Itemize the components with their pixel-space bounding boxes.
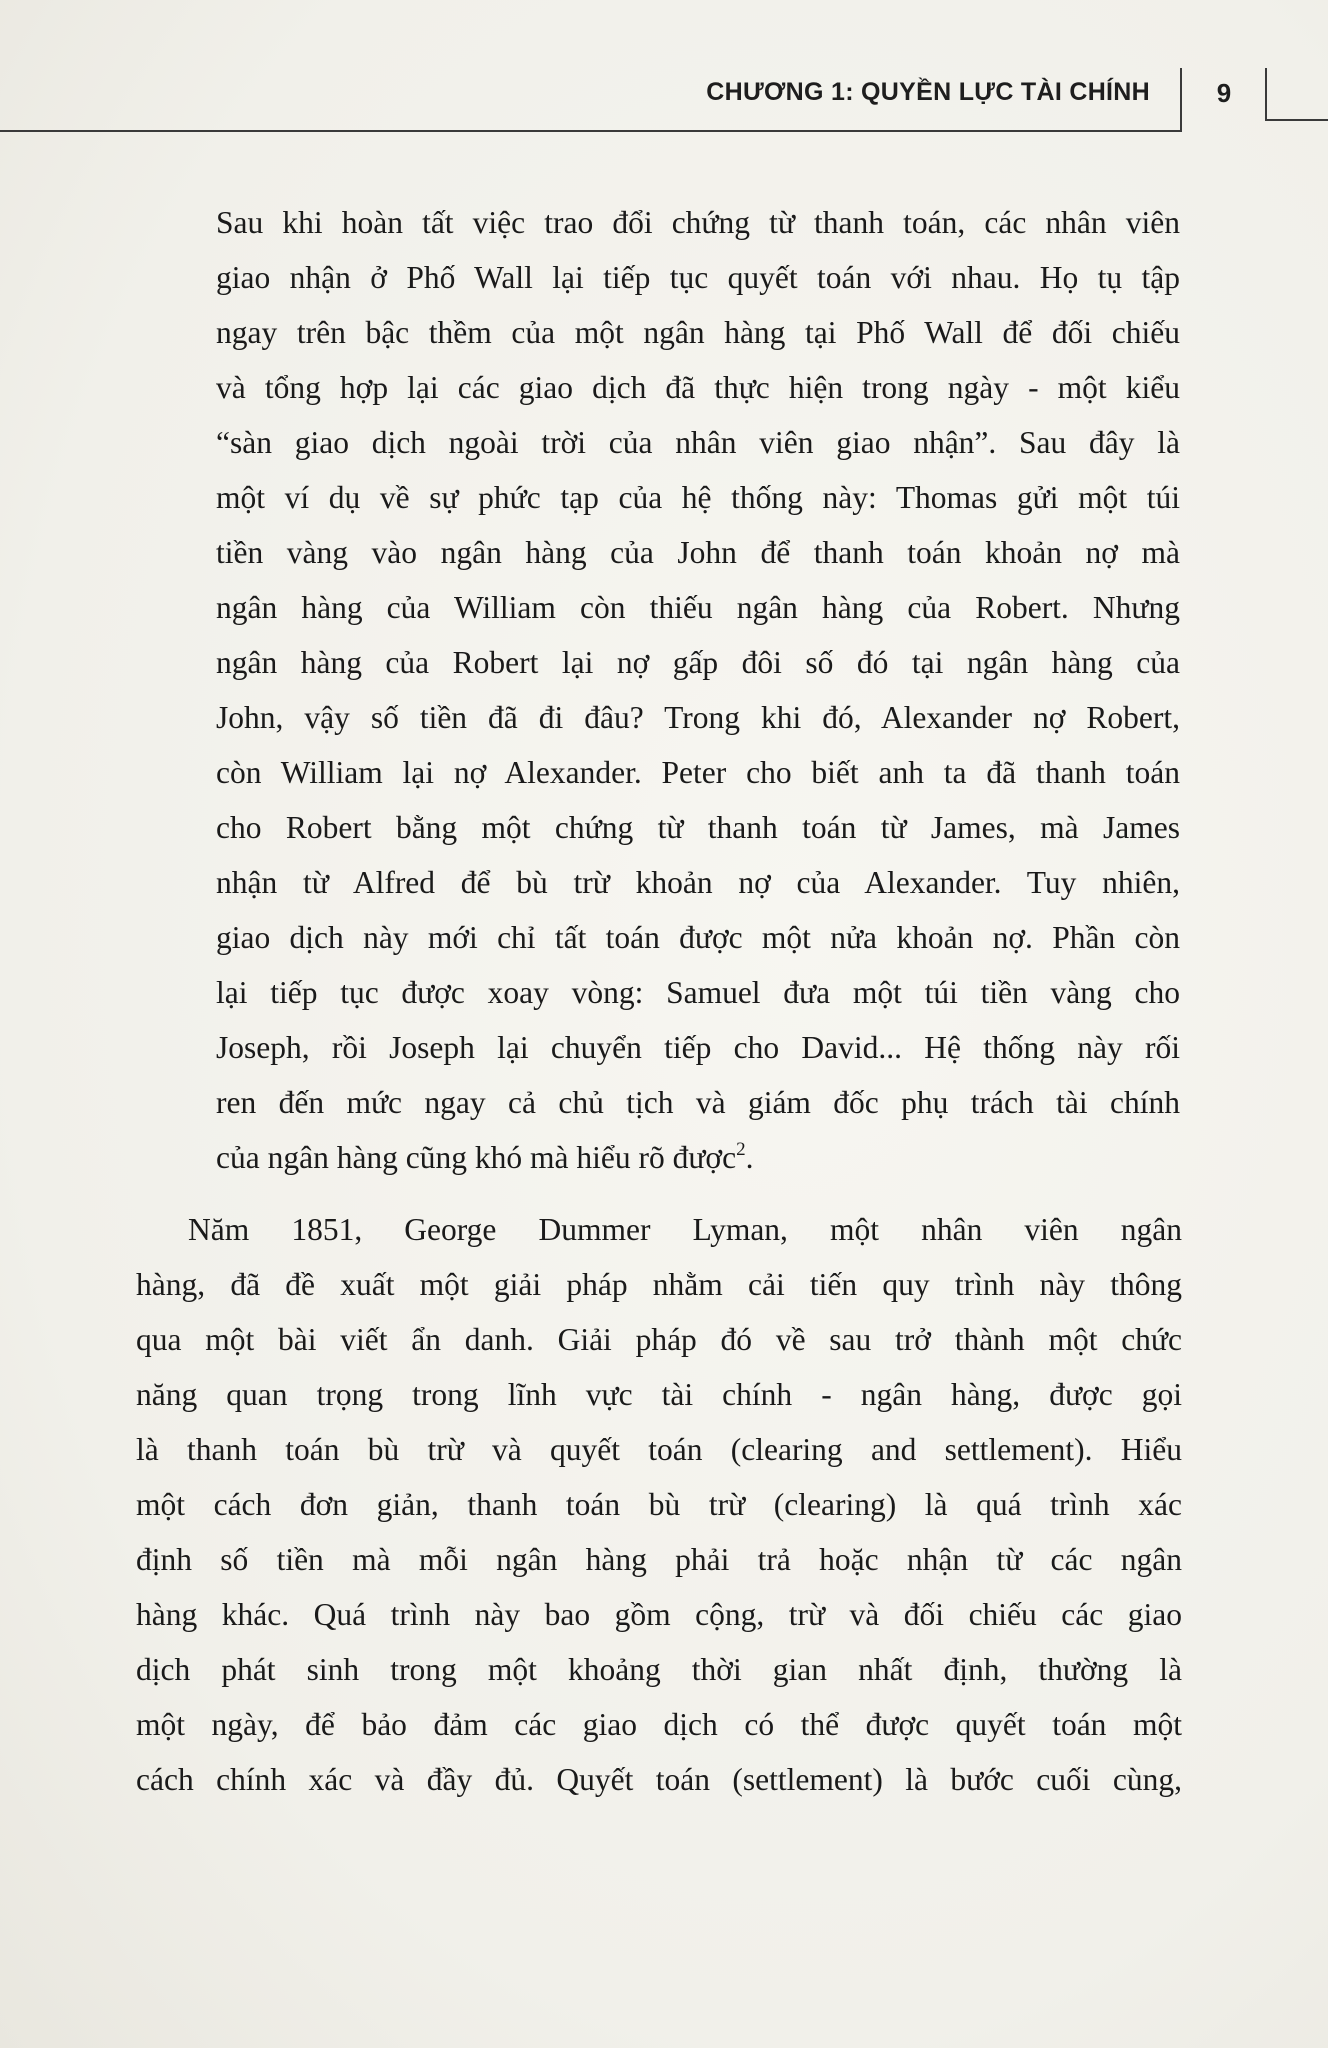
header-rule (1265, 119, 1328, 121)
quote-line: ngân hàng của William còn thiếu ngân hàng của Robert. Nhưng (216, 590, 1180, 625)
footnote-reference[interactable]: 2 (736, 1138, 746, 1160)
quote-line: cho Robert bằng một chứng từ thanh toán từ James, mà James (216, 810, 1180, 845)
quote-line: lại tiếp tục được xoay vòng: Samuel đưa một túi tiền vàng cho (216, 975, 1180, 1010)
paragraph-line: hàng, đã đề xuất một giải pháp nhằm cải tiến quy trình này thông (136, 1267, 1182, 1302)
paragraph-line: qua một bài viết ẩn danh. Giải pháp đó về sau trở thành một chức (136, 1322, 1182, 1357)
quote-line: Joseph, rồi Joseph lại chuyển tiếp cho David... Hệ thống này rối (216, 1030, 1180, 1065)
paragraph-line: là thanh toán bù trừ và quyết toán (clearing and settlement). Hiểu (136, 1432, 1182, 1467)
block-quote (216, 195, 1180, 1185)
paragraph-line: một ngày, để bảo đảm các giao dịch có thể được quyết toán một (136, 1707, 1182, 1742)
quote-line: của ngân hàng cũng khó mà hiểu rõ được$^2$. (216, 1138, 754, 1175)
quote-line: một ví dụ về sự phức tạp của hệ thống này: Thomas gửi một túi (216, 480, 1180, 515)
page-number: 9 (1216, 78, 1232, 108)
quote-line: ngay trên bậc thềm của một ngân hàng tại Phố Wall để đối chiếu (216, 315, 1180, 350)
quote-line: giao dịch này mới chỉ tất toán được một nửa khoản nợ. Phần còn (216, 920, 1180, 955)
paragraph-line: định số tiền mà mỗi ngân hàng phải trả hoặc nhận từ các ngân (136, 1542, 1182, 1577)
quote-line: Sau khi hoàn tất việc trao đổi chứng từ thanh toán, các nhân viên (216, 205, 1180, 240)
quote-line: ren đến mức ngay cả chủ tịch và giám đốc phụ trách tài chính (216, 1085, 1180, 1120)
header-rule (0, 130, 1180, 132)
quote-line: nhận từ Alfred để bù trừ khoản nợ của Alexander. Tuy nhiên, (216, 865, 1180, 900)
paragraph-line: dịch phát sinh trong một khoảng thời gian nhất định, thường là (136, 1652, 1182, 1687)
quote-line: “sàn giao dịch ngoài trời của nhân viên giao nhận”. Sau đây là (216, 425, 1180, 460)
quote-line: John, vậy số tiền đã đi đâu? Trong khi đó, Alexander nợ Robert, (216, 700, 1180, 735)
paragraph-line: hàng khác. Quá trình này bao gồm cộng, trừ và đối chiếu các giao (136, 1597, 1182, 1632)
paragraph-line: một cách đơn giản, thanh toán bù trừ (clearing) là quá trình xác (136, 1487, 1182, 1522)
quote-line: giao nhận ở Phố Wall lại tiếp tục quyết toán với nhau. Họ tụ tập (216, 260, 1180, 295)
chapter-title: CHƯƠNG 1: QUYỀN LỰC TÀI CHÍNH (706, 78, 1150, 106)
body-paragraph (136, 1202, 1182, 1807)
header-divider (1265, 68, 1267, 121)
quote-line: và tổng hợp lại các giao dịch đã thực hiện trong ngày - một kiểu (216, 370, 1180, 405)
paragraph-line: năng quan trọng trong lĩnh vực tài chính - ngân hàng, được gọi (136, 1377, 1182, 1412)
quote-line: còn William lại nợ Alexander. Peter cho biết anh ta đã thanh toán (216, 755, 1180, 790)
paragraph-line: Năm 1851, George Dummer Lyman, một nhân viên ngân (188, 1212, 1182, 1247)
quote-line: tiền vàng vào ngân hàng của John để thanh toán khoản nợ mà (216, 535, 1180, 570)
paragraph-line: cách chính xác và đầy đủ. Quyết toán (settlement) là bước cuối cùng, (136, 1762, 1182, 1797)
quote-line: ngân hàng của Robert lại nợ gấp đôi số đó tại ngân hàng của (216, 645, 1180, 680)
running-header (0, 78, 1328, 138)
header-divider (1180, 68, 1182, 132)
quote-line-text: của ngân hàng cũng khó mà hiểu rõ được (216, 1140, 737, 1175)
